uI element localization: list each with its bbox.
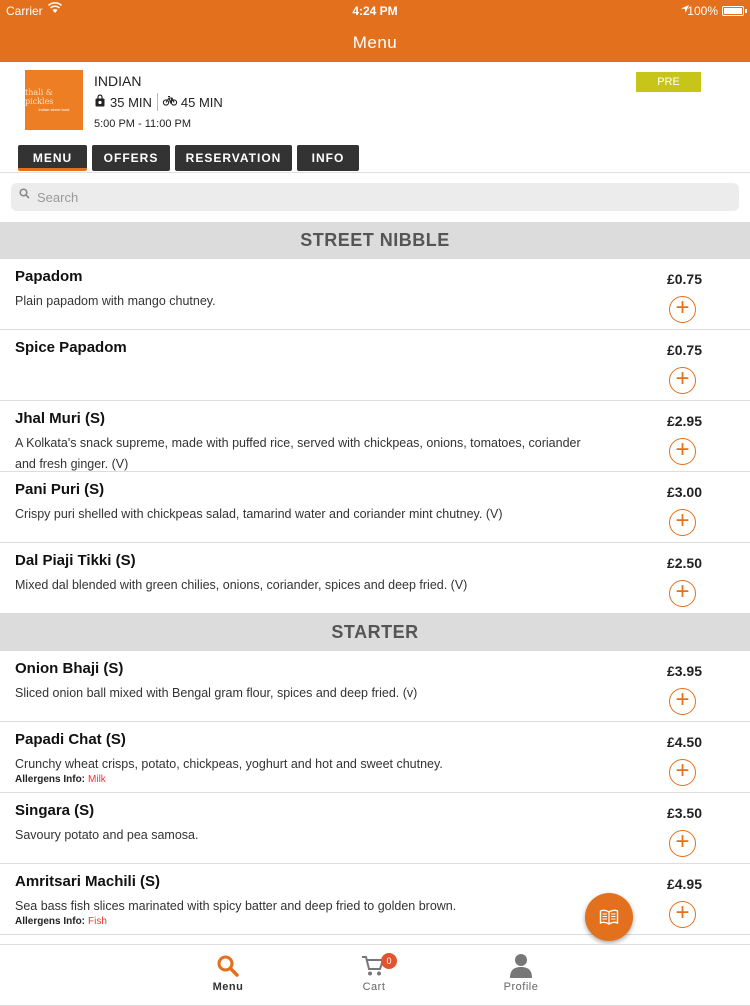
allergen-label: Allergens Info: <box>15 774 86 785</box>
pre-order-badge[interactable]: PRE ORDER <box>636 72 701 92</box>
allergen-value: Milk <box>88 774 106 785</box>
tab-info[interactable]: INFO <box>297 145 359 171</box>
opening-hours: 5:00 PM - 11:00 PM <box>94 118 192 130</box>
item-name: Dal Piaji Tikki (S) <box>15 552 136 569</box>
section-header-street-nibble: STREET NIBBLE <box>0 222 750 259</box>
item-name: Papadi Chat (S) <box>15 731 126 748</box>
collection-bag-icon <box>94 95 106 110</box>
bottom-tab-label: Menu <box>212 981 244 993</box>
allergen-label: Allergens Info: <box>15 916 86 927</box>
add-to-cart-icon[interactable]: + <box>669 688 696 715</box>
cuisine-label: INDIAN <box>94 73 142 89</box>
item-price: £0.75 <box>666 342 702 358</box>
search-box[interactable] <box>11 183 739 211</box>
restaurant-logo <box>25 70 83 130</box>
bike-icon <box>163 95 177 109</box>
bottom-navigation <box>0 944 750 1000</box>
allergen-info <box>15 774 106 785</box>
item-price: £0.75 <box>666 271 702 287</box>
add-to-cart-icon[interactable]: + <box>669 296 696 323</box>
menu-item[interactable] <box>0 793 750 864</box>
search-icon <box>19 188 30 202</box>
item-price: £2.50 <box>666 555 702 571</box>
add-to-cart-icon[interactable]: + <box>669 830 696 857</box>
item-description: Plain papadom with mango chutney. <box>15 294 216 308</box>
add-to-cart-icon[interactable]: + <box>669 901 696 928</box>
item-description: Sliced onion ball mixed with Bengal gram flour, spices and deep fried. (v) <box>15 686 418 700</box>
delivery-times <box>94 93 223 111</box>
item-description: Savoury potato and pea samosa. <box>15 828 199 842</box>
search-bar <box>0 172 750 222</box>
add-to-cart-icon[interactable]: + <box>669 438 696 465</box>
menu-list[interactable] <box>0 222 750 944</box>
bottom-tab-profile[interactable] <box>461 945 581 1001</box>
item-description: Mixed dal blended with green chilies, onions, coriander, spices and deep fried. (V) <box>15 578 468 592</box>
search-input[interactable] <box>37 187 727 207</box>
menu-item[interactable] <box>0 401 750 472</box>
add-to-cart-icon[interactable]: + <box>669 509 696 536</box>
menu-item[interactable] <box>0 722 750 793</box>
status-bar <box>0 4 750 20</box>
cart-count-badge: 0 <box>381 953 397 969</box>
item-description: Crunchy wheat crisps, potato, chickpeas, yoghurt and hot and sweet chutney. <box>15 757 443 771</box>
divider <box>157 93 158 111</box>
item-name: Papadom <box>15 268 83 285</box>
menu-item[interactable] <box>0 472 750 543</box>
logo-text: thali & pickles <box>25 88 54 106</box>
tab-reservation[interactable]: RESERVATION <box>175 145 292 171</box>
tab-offers[interactable]: OFFERS <box>92 145 170 171</box>
profile-icon <box>509 953 533 979</box>
bottom-tab-label: Cart <box>362 981 386 993</box>
bottom-tab-label: Profile <box>503 981 539 993</box>
tab-menu[interactable]: MENU <box>18 145 87 171</box>
item-price: £3.95 <box>666 663 702 679</box>
menu-item[interactable] <box>0 330 750 401</box>
restaurant-header <box>0 62 750 172</box>
item-name: Singara (S) <box>15 802 95 819</box>
item-price: £4.95 <box>666 876 702 892</box>
section-header-starter: STARTER <box>0 614 750 651</box>
menu-item[interactable] <box>0 864 750 935</box>
item-description: A Kolkata's snack supreme, made with puffed rice, served with chickpeas, onions, tomatoes, coriander and fresh ginger. (V) <box>15 436 581 471</box>
page-title: Menu <box>352 33 398 52</box>
delivery-time: 45 MIN <box>180 94 223 110</box>
item-price: £2.95 <box>666 413 702 429</box>
add-to-cart-icon[interactable]: + <box>669 759 696 786</box>
allergen-value: Fish <box>88 916 107 927</box>
collection-time: 35 MIN <box>110 94 152 110</box>
item-name: Pani Puri (S) <box>15 481 105 498</box>
bottom-tab-cart[interactable] <box>314 945 434 1001</box>
top-bar <box>0 0 750 62</box>
allergen-info <box>15 916 107 927</box>
item-price: £3.00 <box>666 484 702 500</box>
menu-item[interactable] <box>0 651 750 722</box>
bottom-tab-menu[interactable] <box>168 945 288 1001</box>
menu-item[interactable] <box>0 259 750 330</box>
menu-book-button[interactable] <box>585 893 633 941</box>
add-to-cart-icon[interactable]: + <box>669 580 696 607</box>
battery-icon <box>722 6 744 16</box>
item-name: Jhal Muri (S) <box>15 410 106 427</box>
search-icon <box>216 954 240 978</box>
restaurant-tabs <box>18 145 364 171</box>
add-to-cart-icon[interactable]: + <box>669 367 696 394</box>
item-description: Sea bass fish slices marinated with spicy batter and deep fried to golden brown. <box>15 899 457 913</box>
carrier-label: Carrier <box>6 4 43 18</box>
item-name: Amritsari Machili (S) <box>15 873 161 890</box>
item-name: Onion Bhaji (S) <box>15 660 124 677</box>
battery-percent: 100% <box>687 4 718 18</box>
item-price: £3.50 <box>666 805 702 821</box>
item-description: Crispy puri shelled with chickpeas salad, tamarind water and coriander mint chutney. (V) <box>15 507 503 521</box>
logo-subtext: indian street food <box>38 107 70 112</box>
item-price: £4.50 <box>666 734 702 750</box>
clock-time: 4:24 PM <box>352 4 398 18</box>
menu-item[interactable] <box>0 543 750 614</box>
item-name: Spice Papadom <box>15 339 127 356</box>
book-icon <box>599 909 619 925</box>
